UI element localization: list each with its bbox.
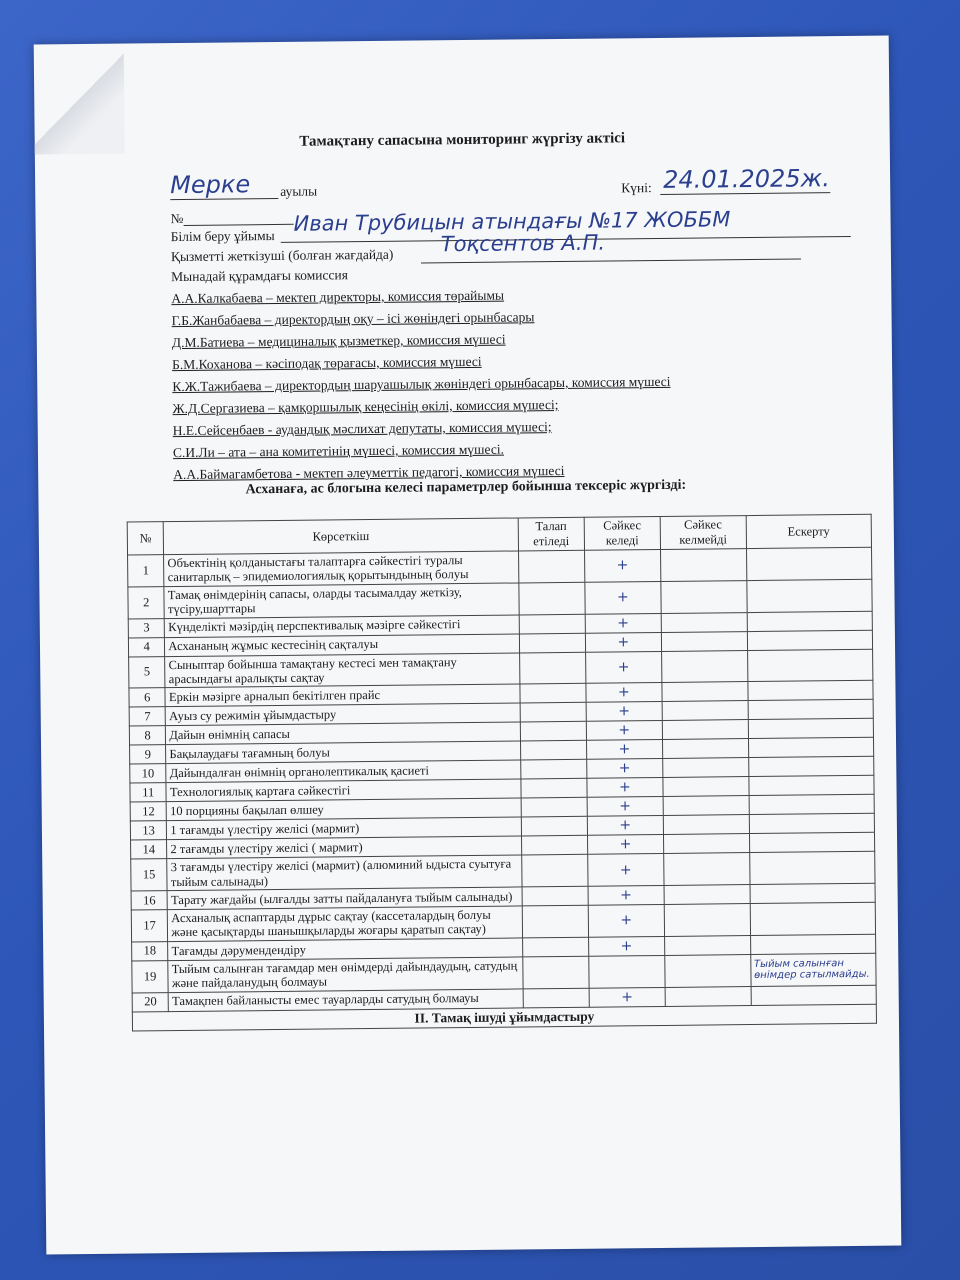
- row-compliant-mark: +: [588, 854, 664, 887]
- row-number: 3: [128, 618, 165, 637]
- row-note: [748, 681, 874, 701]
- row-number: 6: [129, 688, 166, 707]
- row-compliant-mark: +: [587, 816, 663, 836]
- member-3: Д.М.Батиева – медициналық қызметкер, комиссия мүшесі: [171, 331, 506, 351]
- row-required-cell: [522, 905, 589, 937]
- number-label: №: [170, 210, 184, 227]
- row-number: 18: [132, 941, 169, 960]
- row-number: 4: [128, 637, 165, 656]
- row-number: 13: [130, 821, 167, 840]
- row-noncompliant-cell: [664, 885, 750, 905]
- row-number: 12: [130, 802, 167, 821]
- row-number: 7: [129, 707, 166, 726]
- row-indicator: Тамақпен байланысты емес тауарларды сатудың болмауы: [169, 988, 524, 1011]
- col-header-note: Ескерту: [746, 514, 872, 548]
- row-noncompliant-cell: [663, 853, 749, 886]
- member-8: С.И.Ли – ата – ана комитетінің мүшесі, комиссия мүшесі.: [172, 441, 505, 461]
- row-note: [749, 832, 875, 852]
- row-number: 8: [129, 726, 166, 745]
- row-noncompliant-cell: [665, 986, 751, 1006]
- row-compliant-mark: +: [586, 702, 662, 722]
- row-note: [750, 934, 876, 954]
- row-required-cell: [519, 652, 586, 684]
- row-note: [750, 883, 876, 903]
- row-note: [748, 700, 874, 720]
- row-note: [747, 649, 873, 682]
- row-number: 11: [130, 783, 167, 802]
- commission-label: Мынадай құрамдағы комиссия: [171, 267, 348, 285]
- row-required-cell: [520, 760, 586, 780]
- member-6: Ж.Д.Сергазиева – қамқоршылық кеңесінің өкілі, комиссия мүшесі;: [172, 397, 559, 417]
- row-indicator: Бақылаудағы тағамның болуы: [166, 741, 521, 764]
- row-noncompliant-cell: [660, 549, 746, 582]
- member-5: К.Ж.Тажибаева – директордың шаруашылық жөніндегі орынбасары, комиссия мүшесі: [172, 373, 671, 395]
- member-1: А.А.Калкабаева – мектеп директоры, комиссия төрайымы: [171, 287, 505, 307]
- section-ii-title: ІІ. Тамақ ішуді ұйымдастыру: [132, 1004, 876, 1031]
- row-required-cell: [518, 550, 585, 582]
- member-4: Б.М.Коханова – кәсіподақ төрағасы, комиссия мүшесі: [171, 353, 482, 373]
- row-compliant-mark: +: [589, 987, 665, 1007]
- row-compliant-mark: +: [585, 651, 661, 684]
- row-indicator: Тағамды дәрумендендіру: [168, 938, 523, 961]
- row-required-cell: [519, 582, 586, 614]
- row-required-cell: [521, 855, 588, 887]
- date-label: Күні:: [621, 180, 652, 196]
- row-noncompliant-cell: [661, 612, 747, 632]
- col-header-indicator: Көрсеткіш: [164, 518, 519, 555]
- row-noncompliant-cell: [663, 777, 749, 797]
- row-required-cell: [521, 779, 587, 799]
- row-note: [747, 611, 873, 631]
- row-compliant-mark: +: [585, 613, 661, 633]
- row-noncompliant-cell: [662, 758, 748, 778]
- row-indicator: Тыйым салынған тағамдар мен өнімдерді дайындаудың, сатудың және пайдаланудың болмауы: [168, 957, 523, 992]
- member-2: Г.Б.Жанбабаева – директордың оқу – ісі жөніндегі орынбасары: [171, 309, 535, 329]
- row-required-cell: [519, 614, 585, 634]
- row-compliant-mark: +: [587, 759, 663, 779]
- row-note: [746, 547, 872, 580]
- row-indicator: Дайындалған өнімнің органолептикалық қасиеті: [166, 760, 521, 783]
- row-number: 2: [128, 586, 165, 618]
- row-noncompliant-cell: [661, 580, 747, 613]
- row-number: 9: [130, 745, 167, 764]
- row-required-cell: [521, 817, 587, 837]
- row-compliant-mark: +: [588, 904, 664, 937]
- row-number: 20: [132, 992, 169, 1011]
- row-note: [747, 630, 873, 650]
- row-indicator: Еркін мәзірге арналып бекітілген прайс: [165, 684, 520, 707]
- row-noncompliant-cell: [661, 631, 747, 651]
- row-noncompliant-cell: [662, 701, 748, 721]
- row-noncompliant-cell: [663, 815, 749, 835]
- row-indicator: Объектінің қолданыстағы талаптарға сәйкестігі туралы санитарлық – эпидемиологиялық қорытындының болуы: [164, 551, 519, 586]
- member-9: А.А.Баймагамбетова - мектеп әлеуметтік педагогі, комиссия мүшесі: [173, 462, 565, 483]
- row-noncompliant-cell: [662, 682, 748, 702]
- row-indicator: Асханалық аспаптарды дұрыс сақтау (кассеталардың болуы және қасықтарды шанышқыларды жоғары қаратып сақтау): [168, 906, 523, 941]
- row-note: [749, 851, 875, 884]
- inspection-heading: Асханаға, ас блогына келесі параметрлер бойынша тексеріс жүргізді:: [245, 477, 687, 498]
- row-required-cell: [522, 937, 588, 957]
- row-required-cell: [520, 741, 586, 761]
- row-noncompliant-cell: [663, 834, 749, 854]
- row-number: 1: [128, 555, 165, 587]
- provider-underline: [421, 258, 801, 263]
- document-title: Тамақтану сапасына мониторинг жүргізу актісі: [299, 130, 626, 150]
- row-number: 17: [131, 910, 168, 942]
- row-required-cell: [519, 633, 585, 653]
- row-indicator: Асхананың жұмыс кестесінің сақталуы: [165, 633, 520, 656]
- row-indicator: Технологиялық картаға сәйкестігі: [166, 779, 521, 802]
- row-note: [750, 902, 876, 935]
- village-handwritten: Мерке: [170, 170, 251, 200]
- row-note: [748, 757, 874, 777]
- row-compliant-mark: +: [585, 581, 661, 614]
- date-handwritten: 24.01.2025ж.: [662, 164, 830, 194]
- row-indicator: Дайын өнімнің сапасы: [166, 722, 521, 745]
- row-required-cell: [521, 798, 587, 818]
- row-required-cell: [520, 684, 586, 704]
- row-compliant-mark: +: [587, 835, 663, 855]
- row-noncompliant-cell: [662, 720, 748, 740]
- row-note: Тыйым салынған өнімдер сатылмайды.: [750, 953, 876, 986]
- row-noncompliant-cell: [661, 650, 747, 683]
- row-number: 19: [132, 960, 169, 992]
- row-required-cell: [520, 703, 586, 723]
- col-header-compliant: Сәйкес келеді: [584, 516, 660, 550]
- row-indicator: Сыныптар бойынша тамақтану кестесі мен тамақтану арасындағы аралықты сақтау: [165, 652, 520, 687]
- row-compliant-mark: +: [586, 683, 662, 703]
- row-compliant-mark: +: [588, 936, 664, 956]
- row-number: 10: [130, 764, 167, 783]
- row-noncompliant-cell: [664, 904, 750, 937]
- row-note: [749, 795, 875, 815]
- row-indicator: Тамақ өнімдерінің сапасы, оларды тасымалдау жеткізу, түсіру,шарттары: [164, 583, 519, 618]
- provider-handwritten: Тоқсентов А.П.: [440, 230, 606, 257]
- row-indicator: 2 тағамды үлестіру желісі ( мармит): [167, 836, 522, 859]
- row-required-cell: [521, 836, 587, 856]
- row-note: [748, 719, 874, 739]
- row-note: [747, 579, 873, 612]
- row-note: [749, 776, 875, 796]
- row-noncompliant-cell: [665, 954, 751, 987]
- row-note: [748, 738, 874, 758]
- row-indicator: 10 порцияны бақылап өлшеу: [167, 798, 522, 821]
- row-indicator: Ауыз су режимін ұйымдастыру: [166, 703, 521, 726]
- row-required-cell: [523, 988, 589, 1008]
- org-label: Білім беру ұйымы: [170, 227, 275, 245]
- row-noncompliant-cell: [662, 739, 748, 759]
- row-note: [751, 985, 877, 1005]
- row-compliant-mark: [589, 955, 665, 988]
- number-underline: [184, 224, 294, 226]
- row-compliant-mark: +: [586, 721, 662, 741]
- row-number: 16: [131, 891, 168, 910]
- col-header-noncompliant: Сәйкес келмейді: [660, 516, 746, 550]
- row-compliant-mark: +: [587, 797, 663, 817]
- row-indicator: 3 тағамды үлестіру желісі (мармит) (алюминий ыдыста суытуға тыйым салынады): [167, 855, 522, 890]
- col-header-required: Талап етіледі: [518, 517, 585, 551]
- row-number: 15: [131, 859, 168, 891]
- row-noncompliant-cell: [664, 935, 750, 955]
- row-required-cell: [522, 886, 588, 906]
- document-page: [34, 36, 902, 1255]
- row-number: 14: [131, 840, 168, 859]
- row-compliant-mark: +: [586, 740, 662, 760]
- row-compliant-mark: +: [585, 632, 661, 652]
- org-handwritten: Иван Трубицын атындағы №17 ЖОББМ: [293, 207, 731, 236]
- row-compliant-mark: +: [587, 778, 663, 798]
- provider-label: Қызметті жеткізуші (болған жағдайда): [170, 246, 394, 265]
- row-note: [749, 813, 875, 833]
- village-label: ауылы: [280, 183, 318, 199]
- row-noncompliant-cell: [663, 796, 749, 816]
- row-number: 5: [129, 656, 166, 688]
- row-indicator: 1 тағамды үлестіру желісі (мармит): [167, 817, 522, 840]
- row-indicator: Тарату жағдайы (ылғалды затты пайдалануға тыйым салынады): [167, 887, 522, 910]
- member-7: Н.Е.Сейсенбаев - аудандық мәслихат депутаты, комиссия мүшесі;: [172, 419, 552, 439]
- row-required-cell: [522, 956, 589, 988]
- village-underline: [170, 198, 278, 200]
- row-indicator: Күнделікті мәзірдің перспективалық мәзірге сәйкестігі: [165, 614, 520, 637]
- inspection-table: [127, 514, 877, 1031]
- row-compliant-mark: +: [584, 549, 660, 582]
- col-header-no: №: [127, 522, 164, 555]
- row-required-cell: [520, 722, 586, 742]
- row-compliant-mark: +: [588, 885, 664, 905]
